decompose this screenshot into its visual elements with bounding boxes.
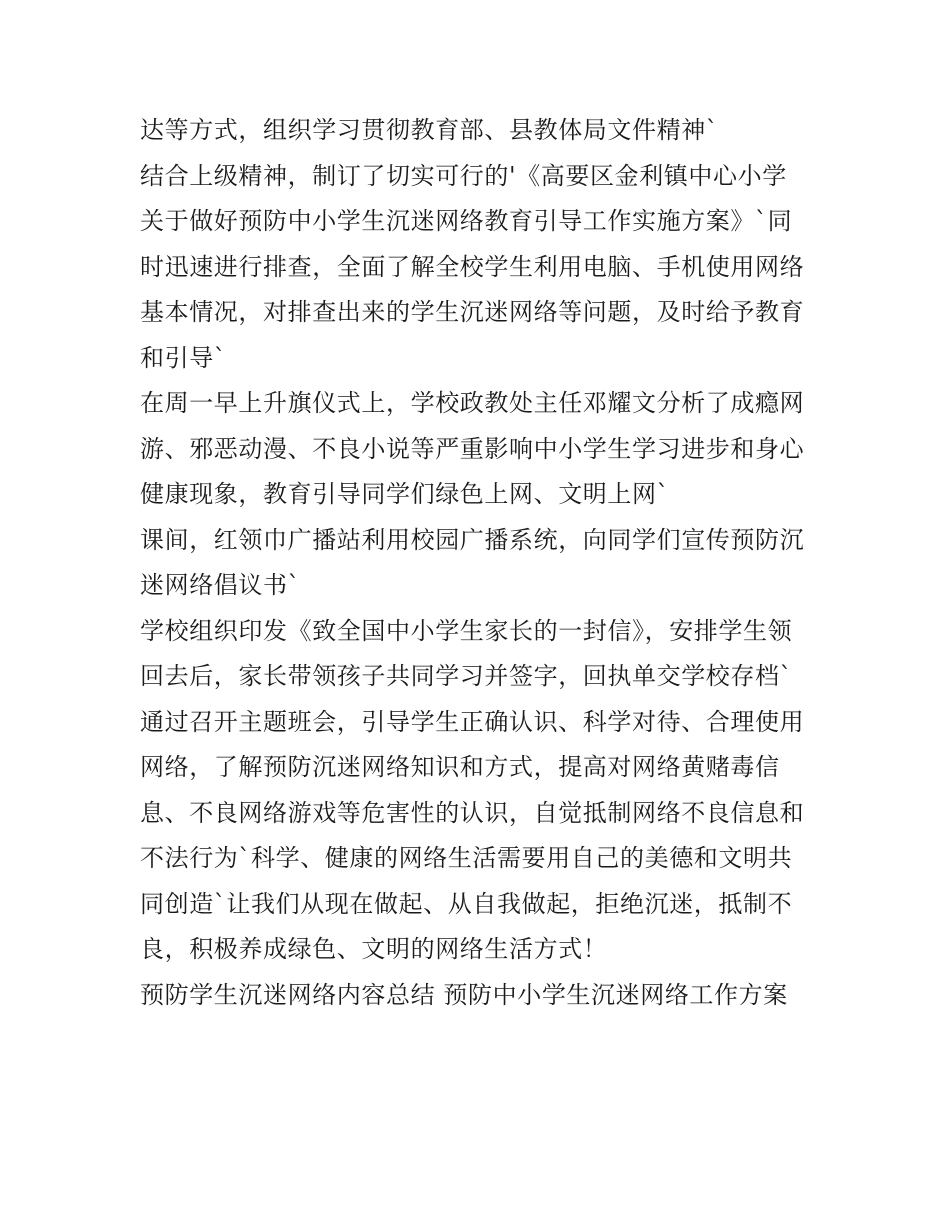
text-line: 息、不良网络游戏等危害性的认识，自觉抵制网络不良信息和 [140, 798, 805, 827]
text-line: 时迅速进行排查，全面了解全校学生利用电脑、手机使用网络 [140, 252, 805, 281]
text-line: 结合上级精神，制订了切实可行的'《高要区金利镇中心小学 [140, 161, 787, 190]
text-line: 游、邪恶动漫、不良小说等严重影响中小学生学习进步和身心 [140, 434, 805, 463]
text-line: 预防学生沉迷网络内容总结 预防中小学生沉迷网络工作方案 [140, 980, 788, 1009]
text-line: 良，积极养成绿色、文明的网络生活方式！ [140, 935, 608, 963]
text-line: 同创造`让我们从现在做起、从自我做起，拒绝沉迷，抵制不 [140, 889, 793, 918]
text-line: 基本情况，对排查出来的学生沉迷网络等问题，及时给予教育 [140, 298, 805, 326]
text-line: 达等方式，组织学习贯彻教育部、县教体局文件精神` [140, 116, 719, 144]
text-line: 关于做好预防中小学生沉迷网络教育引导工作实施方案》`同 [140, 207, 793, 235]
text-line: 迷网络倡议书` [140, 571, 301, 599]
text-line: 和引导` [140, 343, 227, 372]
text-line: 课间，红领巾广播站利用校园广播系统，向同学们宣传预防沉 [140, 525, 805, 554]
text-line: 通过召开主题班会，引导学生正确认识、科学对待、合理使用 [140, 707, 805, 736]
text-line: 不法行为`科学、健康的网络生活需要用自己的美德和文明共 [140, 844, 793, 872]
text-line: 回去后，家长带领孩子共同学习并签字，回执单交学校存档` [140, 662, 793, 690]
document-body [140, 108, 830, 1018]
text-line: 网络，了解预防沉迷网络知识和方式，提高对网络黄赌毒信 [140, 753, 780, 781]
text-line: 在周一早上升旗仪式上，学校政教处主任邓耀文分析了成瘾网 [140, 389, 805, 417]
text-line: 健康现象，教育引导同学们绿色上网、文明上网` [140, 480, 670, 508]
text-line: 学校组织印发《致全国中小学生家长的一封信》，安排学生领 [140, 616, 793, 645]
